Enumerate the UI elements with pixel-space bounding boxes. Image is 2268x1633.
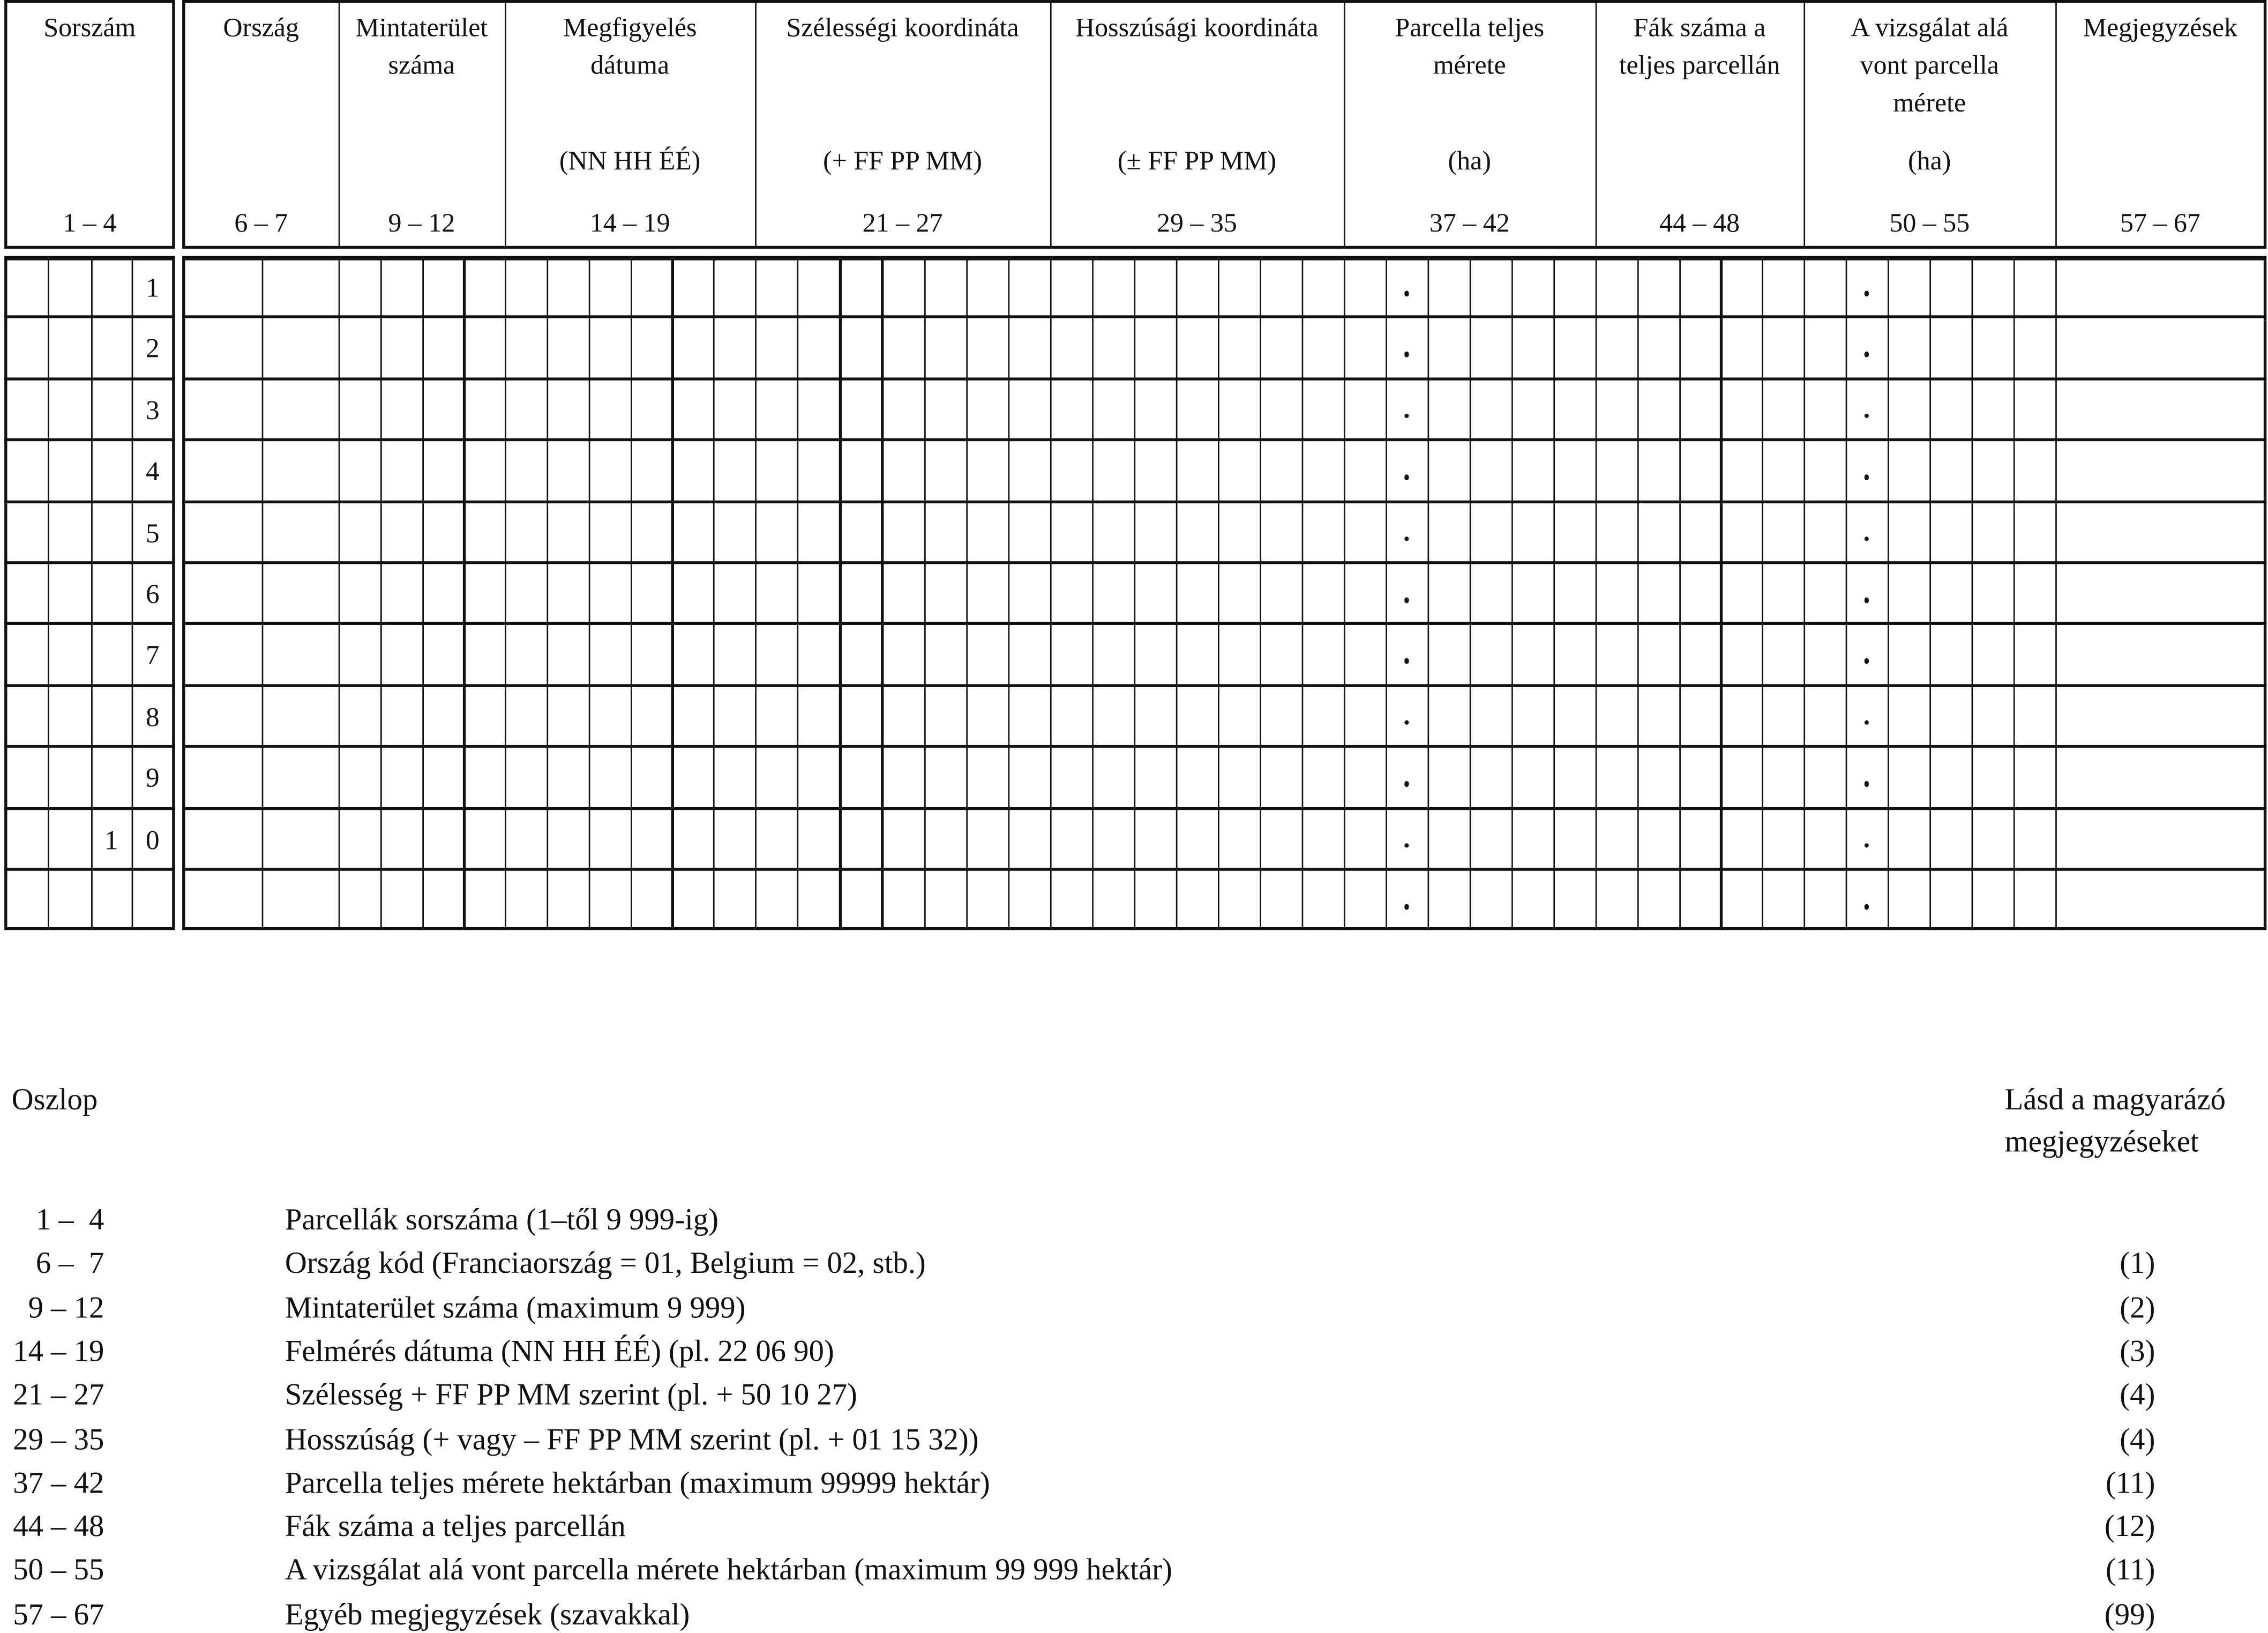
- legend-range: 57 – 67: [13, 1596, 104, 1631]
- grid-line: [1846, 256, 1848, 931]
- header-divider: [2055, 0, 2057, 249]
- row-line: [182, 745, 2266, 748]
- row-number-digit: 7: [145, 641, 160, 672]
- decimal-point-icon: [1863, 290, 1868, 295]
- grid-line: [1260, 256, 1262, 931]
- header-title: [1050, 10, 1344, 48]
- header-title: [1344, 10, 1596, 85]
- grid-line: [1637, 256, 1639, 931]
- decimal-point-icon: [1863, 475, 1868, 480]
- header-format: (NN HH ÉÉ): [559, 147, 701, 177]
- header-title: [184, 10, 339, 48]
- legend-description: Felmérés dátuma (NN HH ÉÉ) (pl. 22 06 90): [285, 1333, 834, 1368]
- grid-line: [1344, 256, 1346, 931]
- row-number-digit: 4: [145, 457, 160, 488]
- decimal-point-icon: [1863, 598, 1868, 602]
- grid-line: [1888, 256, 1890, 931]
- legend-description: Egyéb megjegyzések (szavakkal): [285, 1596, 690, 1631]
- row-line: [4, 807, 175, 809]
- header-title: [2055, 10, 2265, 48]
- legend-range: 1 – 4: [35, 1202, 104, 1237]
- grid-line: [2013, 256, 2016, 931]
- decimal-point-icon: [1863, 781, 1868, 786]
- fields-grid-box: [182, 256, 2266, 931]
- header-4: [1050, 0, 1344, 249]
- header-title-line: Megjegyzések: [2083, 14, 2238, 43]
- header-divider: [339, 0, 341, 249]
- row-number-digit: 0: [145, 825, 160, 856]
- legend-note-ref: (3): [2120, 1333, 2155, 1368]
- grid-line: [672, 256, 674, 931]
- grid-line: [463, 256, 466, 931]
- row-number-digit: 6: [145, 580, 160, 610]
- header-title-line: A vizsgálat alá: [1851, 14, 2009, 43]
- row-number-digit: 8: [145, 703, 160, 733]
- header-title-line: vont parcella: [1860, 52, 1999, 81]
- header-title-line: Hosszúsági koordináta: [1075, 14, 1319, 43]
- legend-note-ref: (11): [2106, 1552, 2155, 1587]
- decimal-point-icon: [1404, 781, 1409, 786]
- row-line: [182, 316, 2266, 318]
- grid-line: [505, 256, 507, 931]
- grid-line: [1720, 256, 1723, 931]
- grid-line: [797, 256, 799, 931]
- grid-line: [924, 256, 926, 931]
- legend-note-ref: (99): [2104, 1596, 2155, 1631]
- header-title-line: teljes parcellán: [1619, 52, 1780, 81]
- decimal-point-icon: [1404, 290, 1409, 295]
- legend-range: 29 – 35: [13, 1421, 104, 1456]
- decimal-point-icon: [1404, 352, 1409, 357]
- grid-line: [1134, 256, 1136, 931]
- header-range: 37 – 42: [1429, 210, 1510, 239]
- grid-line: [1511, 256, 1514, 931]
- row-number-digit: 3: [145, 396, 160, 427]
- header-range: 1 – 4: [63, 210, 117, 239]
- grid-line: [422, 256, 424, 931]
- header-title-line: mérete: [1433, 52, 1506, 81]
- grid-line: [1803, 256, 1806, 931]
- header-divider: [755, 0, 757, 249]
- decimal-point-icon: [1404, 598, 1409, 602]
- header-title: [1596, 10, 1804, 85]
- header-range: 9 – 12: [388, 210, 455, 239]
- header-range: 21 – 27: [862, 210, 943, 239]
- row-line: [182, 684, 2266, 687]
- grid-line: [2055, 256, 2057, 931]
- legend-note-ref: (1): [2120, 1246, 2155, 1281]
- grid-line: [713, 256, 715, 931]
- header-divider: [505, 0, 507, 249]
- row-line: [182, 438, 2266, 441]
- header-title: [1803, 10, 2055, 123]
- header-range: 14 – 19: [589, 210, 670, 239]
- header-divider: [1050, 0, 1052, 249]
- header-7: [1803, 0, 2055, 249]
- header-divider: [1803, 0, 1806, 249]
- legend-description: Ország kód (Franciaország = 01, Belgium = 02, stb.): [285, 1246, 926, 1281]
- grid-line: [840, 256, 842, 931]
- legend-description: Parcellák sorszáma (1–től 9 999-ig): [285, 1202, 719, 1237]
- row-line: [182, 500, 2266, 503]
- legend-range: 9 – 12: [28, 1289, 104, 1325]
- row-line: [4, 561, 175, 564]
- header-title-line: Megfigyelés: [563, 14, 697, 43]
- legend-description: Hosszúság (+ vagy – FF PP MM szerint (pl. + 01 15 32)): [285, 1421, 979, 1456]
- header-title-line: Parcella teljes: [1395, 14, 1545, 43]
- grid-line: [48, 256, 50, 931]
- row-number-digit: 5: [145, 518, 160, 549]
- grid-line: [1176, 256, 1178, 931]
- header-title: [339, 10, 505, 85]
- header-range: 6 – 7: [234, 210, 288, 239]
- decimal-point-icon: [1404, 475, 1409, 480]
- header-title: [505, 10, 755, 85]
- grid-line: [755, 256, 757, 931]
- decimal-point-icon: [1863, 659, 1868, 663]
- grid-line: [1386, 256, 1388, 931]
- row-line: [182, 807, 2266, 809]
- legend-range: 50 – 55: [13, 1552, 104, 1587]
- grid-line: [339, 256, 341, 931]
- grid-line: [1302, 256, 1304, 931]
- legend-note-ref: (12): [2104, 1509, 2155, 1543]
- grid-line: [261, 256, 263, 931]
- header-divider: [1596, 0, 1598, 249]
- legend-description: Mintaterület száma (maximum 9 999): [285, 1289, 746, 1325]
- legend-range: 6 – 7: [35, 1246, 104, 1281]
- grid-line: [1762, 256, 1764, 931]
- row-line: [4, 377, 175, 380]
- legend-range: 21 – 27: [13, 1377, 104, 1412]
- legend-note-ref: (2): [2120, 1289, 2155, 1325]
- legend-note-ref: (11): [2106, 1465, 2155, 1500]
- header-format: (ha): [1908, 147, 1951, 177]
- header-format: (± FF PP MM): [1117, 147, 1277, 177]
- legend-description: Fák száma a teljes parcellán: [285, 1509, 626, 1543]
- row-line: [182, 868, 2266, 870]
- header-title: [755, 10, 1050, 48]
- row-number-digit: 1: [104, 825, 118, 856]
- grid-line: [1972, 256, 1974, 931]
- grid-line: [1596, 256, 1598, 931]
- grid-line: [1050, 256, 1052, 931]
- header-range: 50 – 55: [1889, 210, 1970, 239]
- row-line: [182, 623, 2266, 625]
- grid-line: [966, 256, 968, 931]
- legend-note-ref: (4): [2120, 1377, 2155, 1412]
- header-format: (+ FF PP MM): [823, 147, 983, 177]
- decimal-point-icon: [1863, 352, 1868, 357]
- grid-line: [547, 256, 549, 931]
- grid-line: [1428, 256, 1430, 931]
- row-line: [4, 684, 175, 687]
- header-2: [505, 0, 755, 249]
- row-number-digit: 9: [145, 764, 160, 795]
- row-line: [182, 377, 2266, 380]
- grid-line: [1470, 256, 1472, 931]
- header-title-line: Szélességi koordináta: [786, 14, 1019, 43]
- legend-note-ref: (4): [2120, 1421, 2155, 1456]
- row-line: [4, 623, 175, 625]
- grid-line: [588, 256, 590, 931]
- grid-line: [1218, 256, 1220, 931]
- grid-line: [630, 256, 632, 931]
- header-3: [755, 0, 1050, 249]
- row-number-digit: 2: [145, 334, 160, 366]
- header-range: 44 – 48: [1659, 210, 1740, 239]
- header-title-line: mérete: [1893, 90, 1966, 119]
- row-line: [182, 561, 2266, 564]
- grid-line: [881, 256, 884, 931]
- header-divider: [1344, 0, 1346, 249]
- decimal-point-icon: [1404, 659, 1409, 663]
- header-format: (ha): [1448, 147, 1491, 177]
- grid-line: [1092, 256, 1094, 931]
- row-line: [4, 868, 175, 870]
- legend-range: 44 – 48: [13, 1509, 104, 1543]
- row-line: [4, 745, 175, 748]
- legend-column-header: Oszlop: [11, 1082, 98, 1117]
- header-0: [184, 0, 339, 249]
- grid-line: [1679, 256, 1681, 931]
- legend-range: 14 – 19: [13, 1333, 104, 1368]
- legend-note-header-line1: Lásd a magyarázó: [2004, 1082, 2226, 1117]
- header-title-line: száma: [388, 52, 455, 81]
- grid-line: [1008, 256, 1010, 931]
- decimal-point-icon: [1863, 904, 1868, 909]
- header-1: [339, 0, 505, 249]
- header-range: 57 – 67: [2120, 210, 2200, 239]
- header-title: Sorszám: [43, 14, 136, 43]
- grid-line: [1929, 256, 1932, 931]
- header-title-line: Ország: [223, 14, 300, 43]
- legend-description: Szélesség + FF PP MM szerint (pl. + 50 10 27): [285, 1377, 857, 1412]
- grid-line: [1553, 256, 1555, 931]
- header-title-line: Mintaterület: [355, 14, 488, 43]
- header-title-line: Fák száma a: [1633, 14, 1766, 43]
- header-6: [1596, 0, 1804, 249]
- header-5: [1344, 0, 1596, 249]
- header-serial: [4, 0, 175, 249]
- row-line: [4, 438, 175, 441]
- header-8: [2055, 0, 2265, 249]
- legend-description: Parcella teljes mérete hektárban (maximum 99999 hektár): [285, 1465, 990, 1500]
- grid-line: [380, 256, 382, 931]
- row-line: [4, 500, 175, 503]
- header-title-line: dátuma: [590, 52, 670, 81]
- legend-description: A vizsgálat alá vont parcella mérete hektárban (maximum 99 999 hektár): [285, 1552, 1172, 1587]
- legend-range: 37 – 42: [13, 1465, 104, 1500]
- decimal-point-icon: [1404, 904, 1409, 909]
- header-range: 29 – 35: [1157, 210, 1237, 239]
- row-number-digit: 1: [145, 273, 160, 304]
- legend-note-header-line2: megjegyzéseket: [2004, 1124, 2199, 1159]
- row-line: [4, 316, 175, 318]
